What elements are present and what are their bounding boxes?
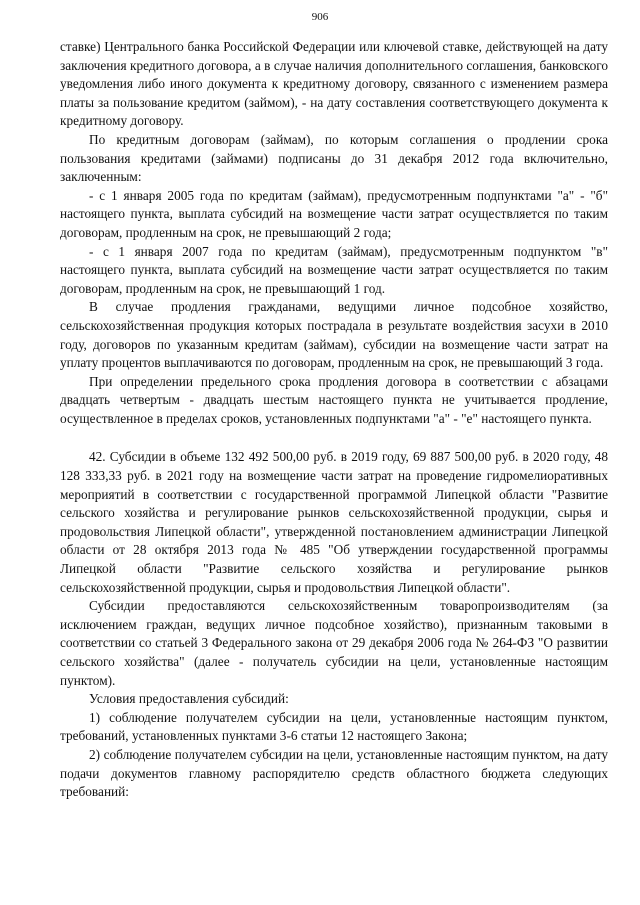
paragraph-2005-credits: - с 1 января 2005 года по кредитам (займам), предусмотренным подпунктами "а" - "б" настоящего пункта, выплата субсидий на возмещение части затрат осуществляется по таким договорам, продленным на срок, не превышающий 2 года; — [60, 187, 608, 240]
paragraph-2007-credits: - с 1 января 2007 года по кредитам (займам), предусмотренным подпунктом "в" настоящего пункта, выплата субсидий на возмещение части затрат осуществляется по таким договорам, продленным на срок, не превышающий 1 год. — [60, 243, 608, 296]
paragraph-extension-agreements: По кредитным договорам (займам), по которым соглашения о продлении срока пользования кредитами (займами) подписаны до 31 декабря 2012 года включительно, заключенным: — [60, 131, 608, 185]
page-number: 906 — [311, 11, 329, 23]
paragraph-condition-2: 2) соблюдение получателем субсидии на цели, установленные настоящим пунктом, на дату подачи документов главному распорядителю средств областного бюджета следующих требований: — [60, 746, 608, 800]
section-gap — [60, 428, 608, 448]
paragraph-recipients: Субсидии предоставляются сельскохозяйственным товаропроизводителям (за исключением граждан, ведущих личное подсобное хозяйство), признанным таковыми в соответствии со статьей 3 Федерального закона от 29 декабря 2006 года № 264-ФЗ "О развитии сельского хозяйства" (далее - получатель субсидии на цели, установленные настоящим пунктом). — [60, 598, 608, 688]
paragraph-term-limit: При определении предельного срока продления договора в соответствии с абзацами двадцать четвертым - двадцать шестым настоящего пункта не учитывается продление, осуществленное в пределах сроков, установленных подпунктами "а" - "е" настоящего пункта. — [60, 373, 608, 426]
paragraph-conditions-heading: Условия предоставления субсидий: — [89, 691, 289, 707]
paragraph-credit-rate: ставке) Центрального банка Российской Федерации или ключевой ставке, действующей на дату заключения кредитного договора, а в случае наличия дополнительного соглашения, банковского уведомления либо иного документа к кредитному договору, связанного с изменением размера платы за пользование кредитом (займом), - на дату составления соответствующего документа к кредитному договору. — [60, 39, 608, 129]
document-body — [60, 38, 608, 802]
paragraph-item-42: 42. Субсидии в объеме 132 492 500,00 руб. в 2019 году, 69 887 500,00 руб. в 2020 году, 48 128 333,33 руб. в 2021 году на возмещение части затрат на проведение гидромелиоративных мероприятий в соответствии с государственной программой Липецкой области "Развитие сельского хозяйства и регулирование рынков сельскохозяйственной продукции, сырья и продовольствия Липецкой области", утвержденной постановлением администрации Липецкой области от 28 октября 2013 года № 485 "Об утверждении государственной программы Липецкой области "Развитие сельского хозяйства и регулирование рынков сельскохозяйственной продукции, сырья и продовольствия Липецкой области". — [60, 449, 608, 595]
paragraph-drought-2010: В случае продления гражданами, ведущими личное подсобное хозяйство, сельскохозяйственная продукция которых пострадала в результате воздействия засухи в 2010 году, договоров по указанным кредитам (займам), субсидии на возмещение части затрат на уплату процентов выплачиваются по договорам, продленным на срок, не превышающий 3 года. — [60, 299, 608, 371]
paragraph-condition-1: 1) соблюдение получателем субсидии на цели, установленные настоящим пунктом, требований, установленных пунктами 3-6 статьи 12 настоящего Закона; — [60, 709, 608, 744]
